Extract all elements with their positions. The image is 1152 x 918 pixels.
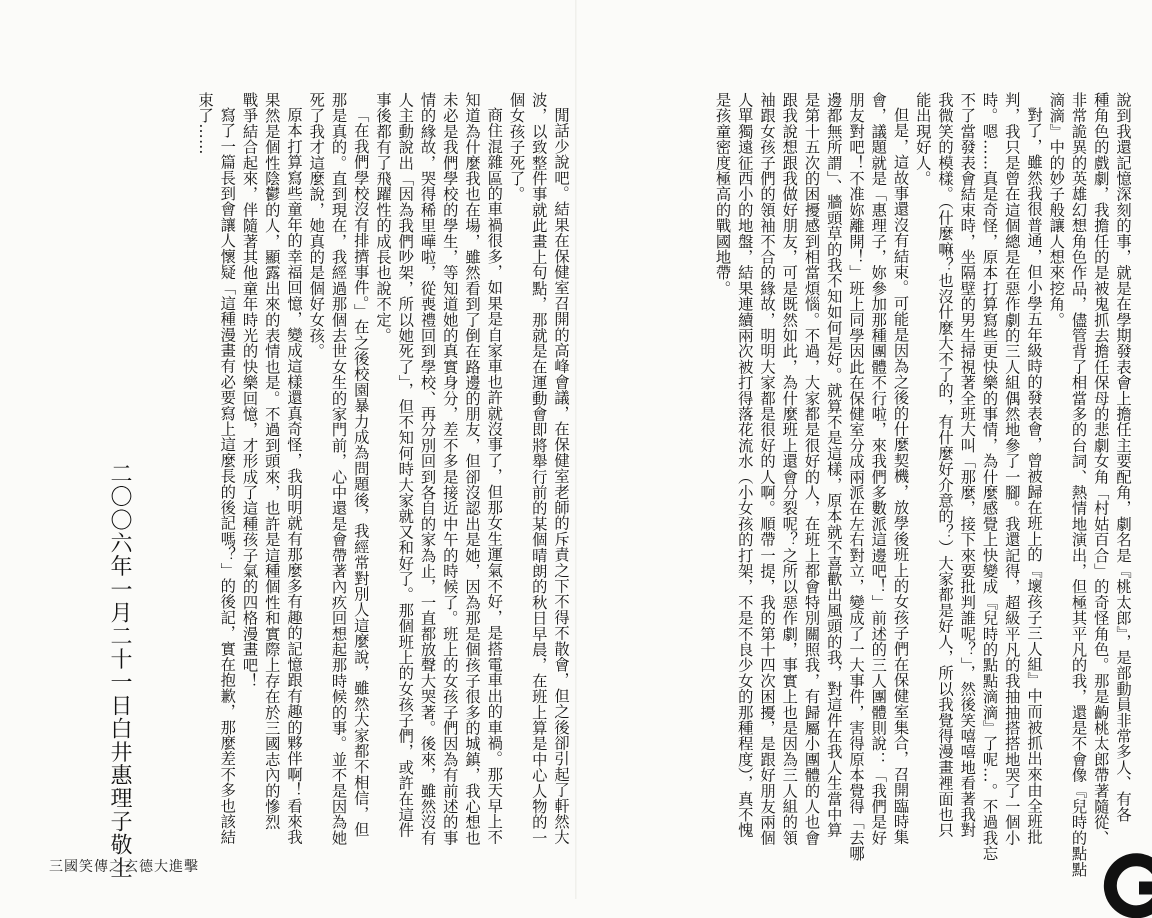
text-column: 但是，這故事還沒有結束。可能是因為之後的什麼契機，放學後班上的女孩子們在保健室集合，召開臨時集 [891, 107, 910, 845]
text-column: 判，我只是曾在這個總是在惡作劇的三人組偶然地參了一腳。我還記得，超級平凡的我抽抽搭搭地哭了一個小 [1002, 92, 1021, 846]
text-column: 跟我說想跟我做好朋友，可是既然如此，為什麼班上還會分裂呢？之所以惡作劇，事實上也是因為三人組的領 [780, 92, 799, 846]
text-column: 果然是個性陰鬱的人，顯露出來的表情也是。不過到頭來，也許是這種個性和實際上存在於三國志內的慘烈 [262, 92, 281, 830]
book-title-footer: 三國笑傳之玄德大進擊 [49, 859, 199, 875]
text-column: 波，以致整件事就此畫上句點，那就是在運動會即將舉行前的某個晴朗的秋日早晨，在班上算是中心人物的一 [529, 92, 548, 846]
text-column: 商住混雜區的車禍很多，如果是自家車也許就沒事了，但那女生運氣不好，是搭電車出的車禍。那天早上不 [485, 107, 504, 845]
text-column: 人單獨遠征西小的地盤，結果連續兩次被打得落花流水（小女孩的打架，不是不良少女的那種程度），真不愧 [735, 92, 754, 838]
text-column: 原本打算寫些童年的幸福回憶，變成這樣還真奇怪，我明明就有那麼多有趣的記憶跟有趣的夥伴啊！看來我 [285, 107, 303, 845]
text-column: 「在我們學校沒有排擠事件。」在之後校園暴力成為問題後，我經常對別人這麼說，雖然大家都不相信，但 [351, 107, 370, 838]
text-column: 未必是我們學校的學生，等知道她的真實身分，差不多是接近中午的時候了。班上的女孩子們因為有前述的事 [440, 92, 459, 846]
text-column: 寫了一篇長到會讓人懷疑「這種漫畫有必要寫上這麼長的後記嗎？」的後記，實在抱歉，那麼差不多也該結 [218, 107, 237, 845]
text-column: 人主動說出「因為我們吵架，所以她死了」，但不知何時大家就又和好了。那個班上的女孩子們，或許在這件 [396, 92, 415, 838]
text-column: 邊都無所謂」、牆頭草的我不知如何是好。就算不是這樣，原本就不喜歡出風頭的我，對這件在我人生當中算 [824, 92, 843, 838]
text-column: 說到我還記憶深刻的事，就是在學期發表會上擔任主要配角，劇名是『桃太郎』，是部動員非常多人、有各 [1114, 92, 1132, 823]
text-column: 時。嗯……真是奇怪，原本打算寫些更快樂的事情，為什麼感覺上快變成『兒時的點點滴滴』了呢…。不過我忘 [980, 92, 999, 862]
text-column: 我微笑的模樣。（什麼嘛？也沒什麼大不了的，有什麼好介意的？）大家都是好人，所以我覺得漫畫裡面也只 [936, 92, 954, 838]
text-column: 能出現好人。 [913, 92, 932, 187]
book-gutter [575, 0, 577, 899]
text-column: 束了…… [196, 92, 214, 155]
text-column: 閒話少說吧。結果在保健室召開的高峰會議，在保健室老師的斥責之下不得不散會，但之後卻引起了軒然大 [552, 107, 570, 845]
text-column: 戰爭結合起來，伴隨著其他童年時光的快樂回憶，才形成了這種孩子氣的四格漫畫吧！ [240, 92, 259, 689]
text-column: 非常詭異的英雄幻想角色作品，儘管背了相當多的台詞、熱情地演出，但極其平凡的我，還是不會像『兒時的點點 [1069, 92, 1088, 877]
text-column: 情的緣故，哭得稀里嘩啦，從喪禮回到學校、再分別回到各自的家為止，一直都放聲大哭著。後來，雖然沒有 [418, 92, 437, 846]
text-column: 袖跟女孩子們的領袖不合的緣故，明明大家都是很好的人啊。順帶一提，我的第十四次困擾，是跟好朋友兩個 [758, 92, 776, 846]
right-page-text [598, 0, 1134, 899]
text-column: 滴滴』中的妙子般讓人想來挖角。 [1047, 92, 1066, 328]
text-column: 事後都有了飛躍性的成長也說不定。 [374, 92, 392, 344]
left-page-text [96, 0, 572, 899]
text-column: 死了我才這麼說，她真的是個好女孩。 [307, 92, 326, 359]
text-column: 種角色的戲劇，我擔任的是被鬼抓去擔任保母的悲劇女角「村姑百合」的奇怪角色。那是齣桃太郎帶著隨從、 [1091, 92, 1110, 846]
text-column: 不了當發表會結束時，坐隔壁的男生掃視著全班大叫「那麼，接下來要批判誰呢？」，然後笑嘻嘻地看著我對 [958, 92, 977, 838]
author-signature: 二〇〇六年一月二十一日白井惠理子敬上 [107, 462, 132, 880]
text-column: 知道為什麼我也在場，雖然看到了倒在路邊的朋友，但卻沒認出是她，因為那是個孩子很多的城鎮，我心想也 [463, 92, 481, 846]
text-column: 是第十五次的困擾感到相當煩惱。不過，大家都是很好的人，在班上都會特別關照我，有歸屬小團體的人也會 [802, 92, 821, 846]
text-column: 會，議題就是「惠理子，妳參加那種團體不行啦，來我們多數派這邊吧！」前述的三人團體則說：「我們是好 [869, 92, 888, 846]
text-column: 對了，雖然我很普通，但小學五年級時的發表會，曾被歸在班上的『壞孩子三人組』中而被抓出來由全班批 [1025, 107, 1043, 845]
text-column: 是孩童密度極高的戰國地帶。 [713, 92, 732, 297]
text-column: 那是真的。直到現在，我經過那個去世女生的家門前，心中還是會帶著內疚回想起那時候的事。並不是因為她 [329, 92, 348, 846]
page-corner-g-mark-icon [1099, 848, 1152, 918]
text-column: 朋友對吧！不准妳離開！」班上同學因此在保健室分成兩派在左右對立，變成了一大事件，害得原本覺得「去哪 [847, 92, 865, 862]
text-column: 個女孩子死了。 [507, 92, 526, 202]
